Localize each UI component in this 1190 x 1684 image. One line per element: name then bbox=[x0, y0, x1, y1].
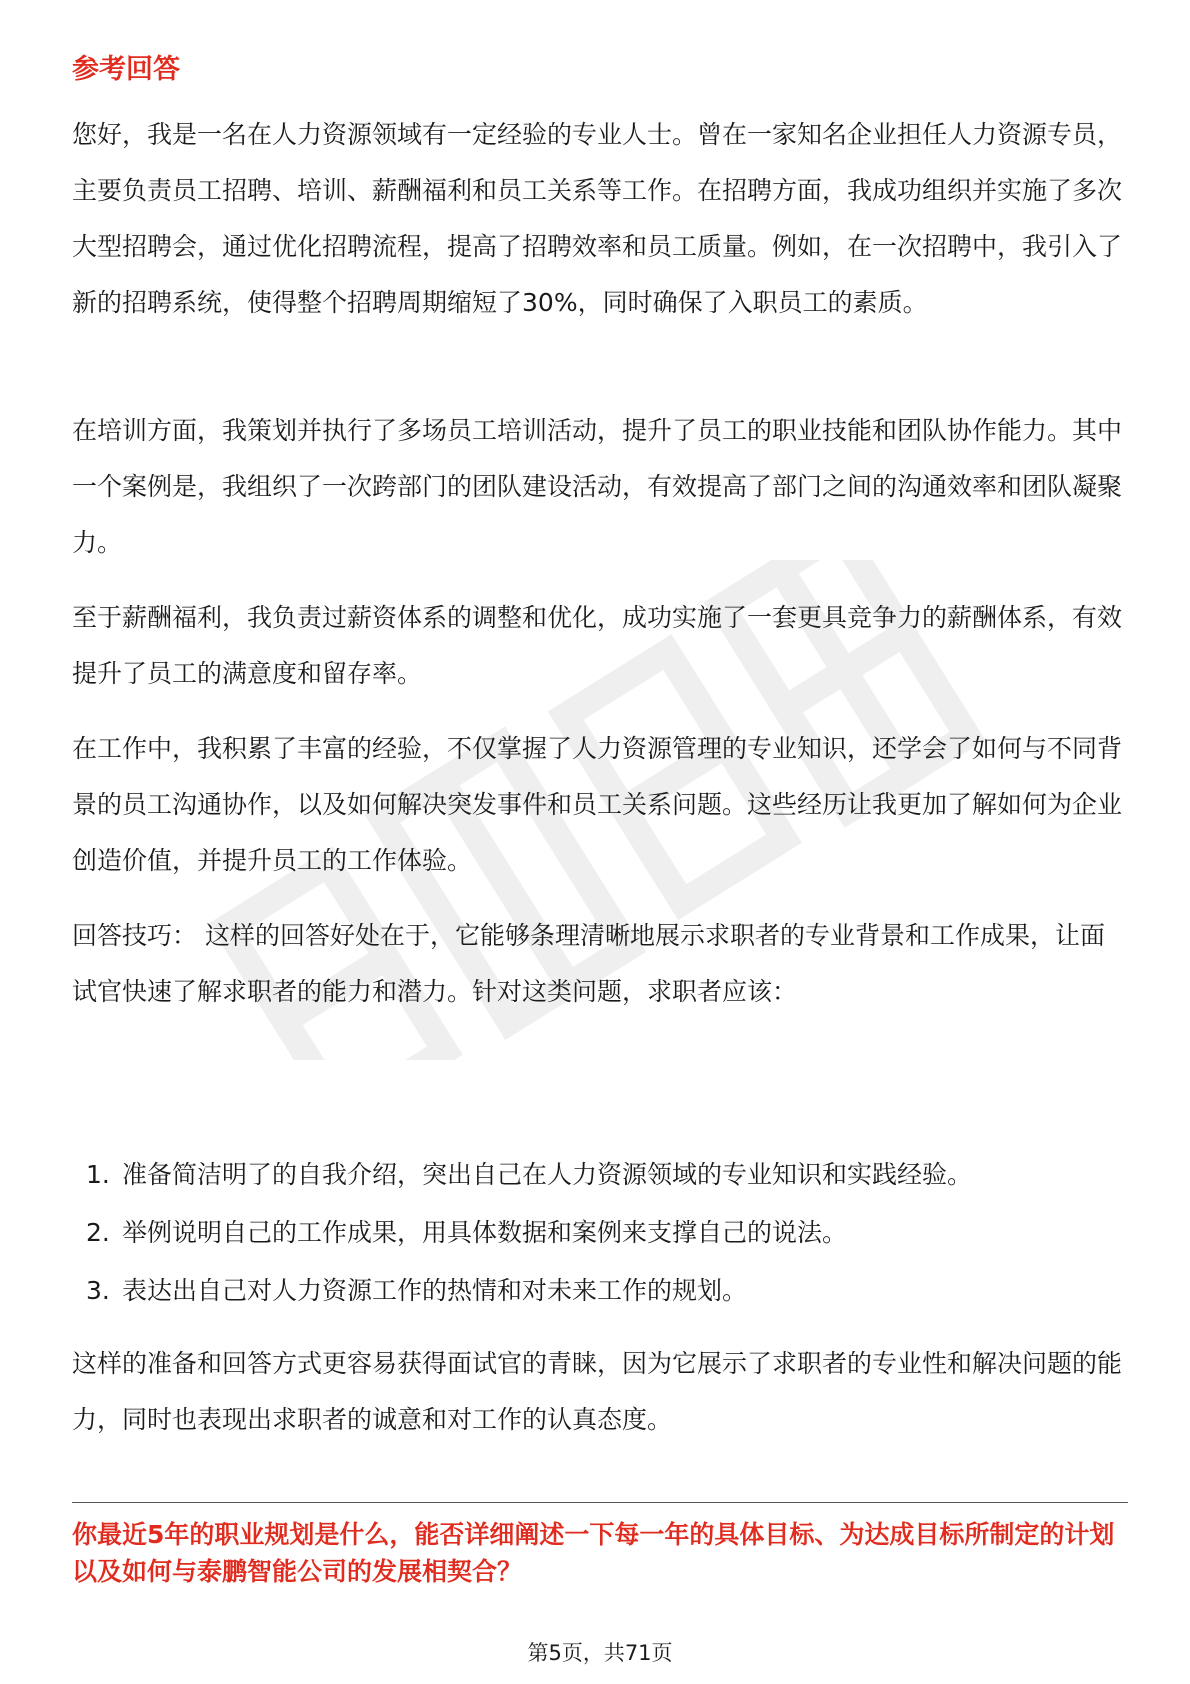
paragraph-experience: 在工作中，我积累了丰富的经验，不仅掌握了人力资源管理的专业知识，还学会了如何与不同背景的员工沟通协作，以及如何解决突发事件和员工关系问题。这些经历让我更加了解如何为企业创造价值，并提升员工的工作体验。 bbox=[72, 734, 1123, 875]
paragraph-training: 在培训方面，我策划并执行了多场员工培训活动，提升了员工的职业技能和团队协作能力。其中一个案例是，我组织了一次跨部门的团队建设活动，有效提高了部门之间的沟通效率和团队凝聚力。 bbox=[72, 416, 1123, 557]
list-item-text: 表达出自己对人力资源工作的热情和对未来工作的规划。 bbox=[122, 1276, 748, 1305]
list-item-text: 举例说明自己的工作成果，用具体数据和案例来支撑自己的说法。 bbox=[122, 1218, 848, 1247]
list-item bbox=[86, 1262, 972, 1320]
list-item-number: 2. bbox=[86, 1218, 110, 1247]
paragraph-compensation: 至于薪酬福利，我负责过薪资体系的调整和优化，成功实施了一套更具竞争力的薪酬体系，有效提升了员工的满意度和留存率。 bbox=[72, 603, 1123, 688]
list-item-number: 1. bbox=[86, 1160, 110, 1189]
paragraph-tips-intro: 回答技巧： 这样的回答好处在于，它能够条理清晰地展示求职者的专业背景和工作成果，让面试官快速了解求职者的能力和潜力。针对这类问题，求职者应该： bbox=[72, 921, 1105, 1006]
paragraph-intro: 您好，我是一名在人力资源领域有一定经验的专业人士。曾在一家知名企业担任人力资源专员，主要负责员工招聘、培训、薪酬福利和员工关系等工作。在招聘方面，我成功组织并实施了多次大型招聘会，通过优化招聘流程，提高了招聘效率和员工质量。例如，在一次招聘中，我引入了新的招聘系统，使得整个招聘周期缩短了30%，同时确保了入职员工的素质。 bbox=[72, 120, 1123, 317]
page-number: 第5页，共71页 bbox=[527, 1641, 673, 1665]
section-divider bbox=[72, 1502, 1128, 1503]
document-page bbox=[72, 0, 1128, 1684]
list-item bbox=[86, 1146, 972, 1204]
paragraph-closing: 这样的准备和回答方式更容易获得面试官的青睐，因为它展示了求职者的专业性和解决问题的能力，同时也表现出求职者的诚意和对工作的认真态度。 bbox=[72, 1349, 1123, 1434]
list-item-text: 准备简洁明了的自我介绍，突出自己在人力资源领域的专业知识和实践经验。 bbox=[122, 1160, 973, 1189]
tips-list bbox=[86, 1146, 972, 1320]
list-item-number: 3. bbox=[86, 1276, 110, 1305]
section-heading: 参考回答 bbox=[72, 54, 180, 85]
list-item bbox=[86, 1204, 972, 1262]
next-question: 你最近5年的职业规划是什么，能否详细阐述一下每一年的具体目标、为达成目标所制定的计划以及如何与泰鹏智能公司的发展相契合？ bbox=[72, 1520, 1115, 1586]
